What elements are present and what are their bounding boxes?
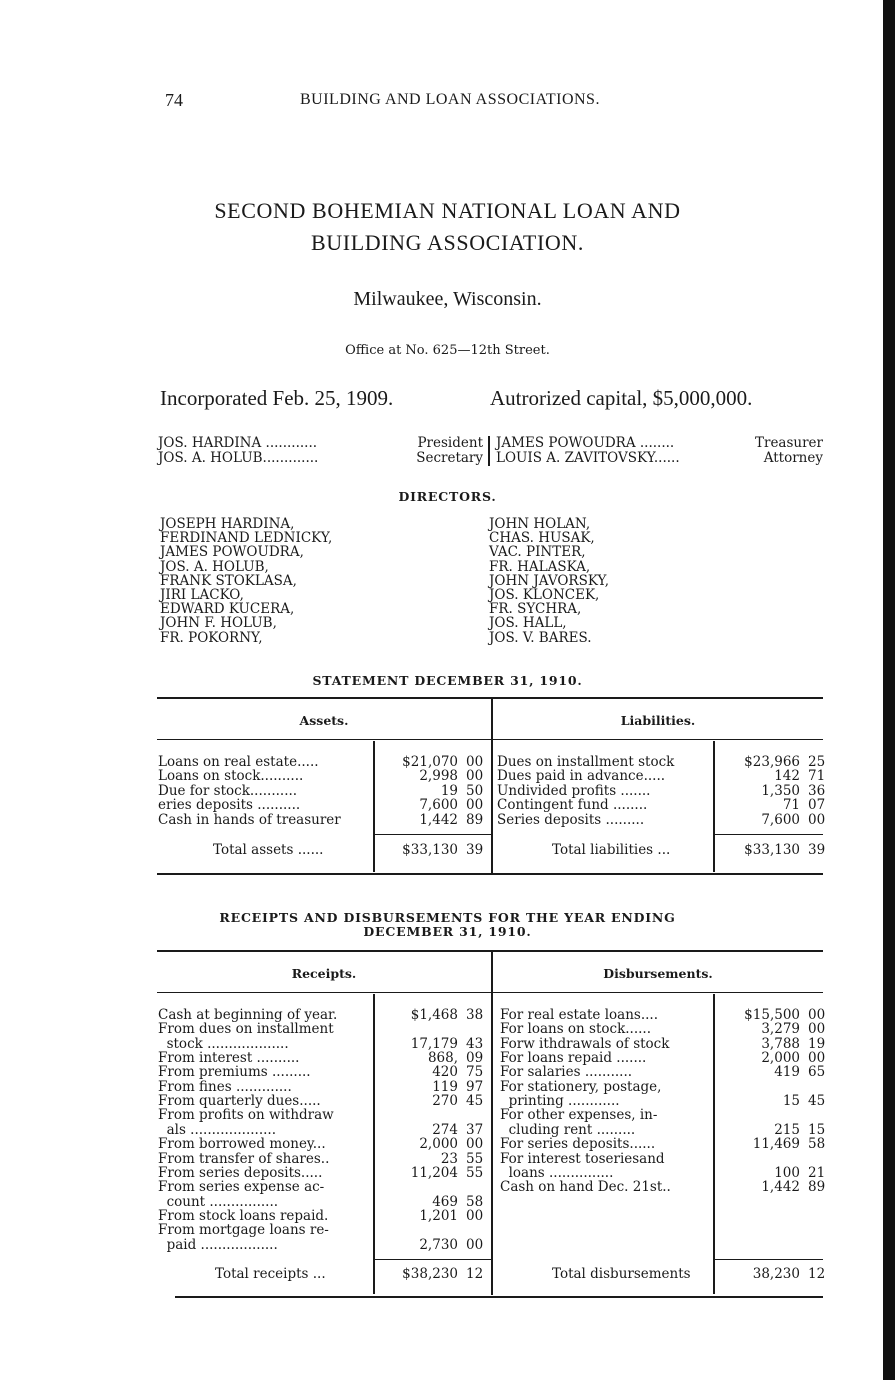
assets-total-rule — [373, 834, 491, 835]
officer-treasurer: JAMES POWOUDRA ........ Treasurer — [496, 435, 823, 451]
receipt-row-label: From quarterly dues..... — [158, 1093, 321, 1110]
total-liabilities-cents: 39 — [808, 842, 826, 858]
receipt-row-label: paid .................. — [158, 1236, 278, 1253]
director: JOHN F. HOLUB, — [160, 615, 277, 632]
disbursements-total-rule — [713, 1259, 823, 1260]
receipt-row-cents: 75 — [466, 1064, 484, 1081]
assets-label: Assets. — [299, 713, 349, 728]
asset-row-label: Due for stock........... — [158, 782, 298, 799]
disbursement-row-dollars: 215 — [774, 1121, 800, 1138]
disbursement-row-dollars — [715, 1152, 800, 1166]
directors-right-list — [489, 517, 609, 645]
disbursement-row-label: For real estate loans.... — [500, 1007, 658, 1023]
disbursement-row-dollars: 1,442 — [761, 1179, 800, 1196]
receipt-row-cents: 97 — [466, 1078, 484, 1095]
total-disbursements-dollars: 38,230 — [752, 1266, 800, 1282]
asset-row-dollars: $21,070 — [402, 754, 458, 770]
asset-row-cents: 00 — [466, 754, 484, 770]
disbursement-row-label: cluding rent ......... — [500, 1121, 636, 1138]
receipt-row-cents: 38 — [466, 1007, 484, 1023]
directors-heading: DIRECTORS. — [398, 489, 497, 504]
total-assets-label: Total assets ...... — [213, 842, 324, 858]
director: JOS. A. HOLUB, — [160, 558, 269, 575]
receipt-row-dollars: 469 — [432, 1193, 458, 1210]
officers-divider — [488, 436, 490, 466]
director: JOS. V. BARES. — [489, 629, 592, 646]
asset-row-label: Loans on real estate..... — [158, 754, 319, 770]
receipt-row-label: From premiums ......... — [158, 1064, 311, 1081]
statement-heading: STATEMENT DECEMBER 31, 1910. — [312, 673, 583, 688]
receipt-row-label: From interest .......... — [158, 1050, 300, 1067]
disbursement-row-dollars: 3,279 — [761, 1021, 800, 1038]
disbursements-label: Disbursements. — [603, 966, 713, 981]
receipt-row-dollars: 11,204 — [410, 1164, 458, 1181]
disbursement-row-dollars: 11,469 — [752, 1136, 800, 1153]
director: JAMES POWOUDRA, — [160, 544, 304, 561]
asset-row-label: eries deposits .......... — [158, 797, 301, 814]
director: FR. HALASKA, — [489, 558, 591, 575]
disbursement-row-label: Cash on hand Dec. 21st.. — [500, 1179, 671, 1196]
liability-row-cents: 71 — [808, 768, 826, 785]
disbursement-row-cents: 00 — [808, 1021, 826, 1038]
receipt-row-dollars: 868, — [427, 1050, 458, 1067]
total-liabilities-label: Total liabilities ... — [552, 842, 671, 858]
receipt-row-label: From fines ............. — [158, 1078, 292, 1095]
asset-row-dollars: 1,442 — [419, 811, 458, 828]
director: EDWARD KUCERA, — [160, 601, 295, 618]
receipt-row-dollars: 270 — [432, 1093, 458, 1110]
disbursement-row-label: For loans on stock...... — [500, 1021, 651, 1038]
receipt-row-dollars — [375, 1223, 458, 1237]
disbursement-row-cents: 15 — [808, 1121, 826, 1138]
receipt-row-label: From series deposits..... — [158, 1164, 323, 1181]
total-receipts-cents: 12 — [466, 1266, 484, 1282]
liability-row-label: Series deposits ......... — [497, 811, 645, 828]
disbursement-row-cents: 45 — [808, 1093, 826, 1110]
statement-header-rule — [157, 739, 823, 740]
receipt-row-label: From stock loans repaid. — [158, 1207, 329, 1224]
director: FERDINAND LEDNICKY, — [160, 530, 333, 547]
asset-row-dollars: 7,600 — [419, 797, 458, 814]
receipt-row-cents: 00 — [466, 1207, 484, 1224]
receipt-row-dollars: 420 — [432, 1064, 458, 1081]
receipt-row-label: From mortgage loans re- — [158, 1222, 329, 1239]
director: VAC. PINTER, — [489, 544, 586, 561]
receipts-top-rule — [157, 950, 823, 952]
director: FR. SYCHRA, — [489, 601, 582, 618]
receipt-row-label: From dues on installment — [158, 1021, 334, 1038]
director: JOSEPH HARDINA, — [160, 516, 295, 532]
officer-president: JOS. HARDINA ............ President — [158, 435, 483, 451]
director: JOS. KLONCEK, — [489, 586, 600, 603]
receipt-row-dollars: $1,468 — [410, 1007, 458, 1023]
disbursement-row-cents: 65 — [808, 1064, 826, 1081]
receipts-center-divider — [491, 951, 493, 1295]
asset-row-cents: 89 — [466, 811, 484, 828]
disbursement-row-label: For series deposits...... — [500, 1136, 656, 1153]
liabilities-label: Liabilities. — [620, 713, 696, 728]
officer-secretary: JOS. A. HOLUB............. Secretary — [158, 450, 483, 466]
total-assets-cents: 39 — [466, 842, 484, 858]
location: Milwaukee, Wisconsin. — [353, 288, 542, 310]
title-line-2: BUILDING ASSOCIATION. — [311, 230, 584, 255]
receipts-header-rule — [157, 992, 823, 993]
total-disbursements-label: Total disbursements — [552, 1266, 691, 1282]
page-number: 74 — [165, 90, 183, 110]
receipts-label: Receipts. — [291, 966, 357, 981]
receipt-row-cents: 55 — [466, 1164, 484, 1181]
directors-left-list — [160, 517, 332, 645]
disbursement-row-label: Forw ithdrawals of stock — [500, 1035, 670, 1052]
receipt-row-dollars: 2,730 — [419, 1236, 458, 1253]
receipt-row-label: From series expense ac- — [158, 1179, 325, 1196]
receipt-row-dollars: 23 — [440, 1150, 458, 1167]
disbursement-row-dollars — [715, 1108, 800, 1122]
disbursement-row-dollars — [715, 1080, 800, 1094]
liability-row-cents: 36 — [808, 782, 826, 799]
receipt-row-dollars: 1,201 — [419, 1207, 458, 1224]
liability-row-cents: 07 — [808, 797, 826, 814]
asset-row-cents: 00 — [466, 797, 484, 814]
liability-row-label: Dues paid in advance..... — [497, 768, 666, 785]
receipt-row-cents: 43 — [466, 1035, 484, 1052]
receipts-heading-2: DECEMBER 31, 1910. — [363, 924, 532, 939]
receipt-row-cents: 09 — [466, 1050, 484, 1067]
disbursement-row-label: For loans repaid ....... — [500, 1050, 647, 1067]
liability-row-label: Dues on installment stock — [497, 754, 675, 770]
disbursement-row-label: For other expenses, in- — [500, 1107, 658, 1124]
director: JOHN HOLAN, — [489, 516, 591, 532]
liability-row-label: Undivided profits ....... — [497, 782, 651, 799]
receipt-row-dollars — [375, 1108, 458, 1122]
receipt-row-label: als .................... — [158, 1121, 276, 1138]
asset-row-cents: 50 — [466, 782, 484, 799]
director: JOS. HALL, — [489, 615, 567, 632]
receipt-row-dollars: 17,179 — [410, 1035, 458, 1052]
receipt-row-label: Cash at beginning of year. — [158, 1007, 338, 1023]
disbursement-row-cents: 89 — [808, 1179, 826, 1196]
disbursement-row-cents: 19 — [808, 1035, 826, 1052]
receipt-row-label: stock ................... — [158, 1035, 289, 1052]
liability-row-dollars: 71 — [782, 797, 800, 814]
disbursement-row-dollars: $15,500 — [744, 1007, 800, 1023]
authorized-capital: Autrorized capital, $5,000,000. — [490, 386, 753, 410]
receipt-row-cents: 55 — [466, 1150, 484, 1167]
receipt-row-dollars: 2,000 — [419, 1136, 458, 1153]
disbursement-row-label: loans ............... — [500, 1164, 614, 1181]
officer-attorney: LOUIS A. ZAVITOVSKY...... Attorney — [496, 450, 823, 466]
office-address: Office at No. 625—12th Street. — [345, 343, 550, 358]
disbursement-row-cents: 58 — [808, 1136, 826, 1153]
disbursement-row-dollars: 100 — [774, 1164, 800, 1181]
statement-top-rule — [157, 697, 823, 699]
receipt-row-cents: 45 — [466, 1093, 484, 1110]
liability-row-dollars: 7,600 — [761, 811, 800, 828]
director: JIRI LACKO, — [160, 586, 244, 603]
asset-row-cents: 00 — [466, 768, 484, 785]
liability-row-dollars: 142 — [774, 768, 800, 785]
liability-row-label: Contingent fund ........ — [497, 797, 648, 814]
director: JOHN JAVORSKY, — [489, 572, 610, 589]
receipt-row-cents: 00 — [466, 1236, 484, 1253]
total-disbursements-cents: 12 — [808, 1266, 826, 1282]
disbursement-row-label: For interest toseriesand — [500, 1150, 665, 1167]
asset-row-dollars: 2,998 — [419, 768, 458, 785]
total-receipts-label: Total receipts ... — [215, 1266, 326, 1282]
disbursement-row-dollars: 3,788 — [761, 1035, 800, 1052]
director: FR. POKORNY, — [160, 629, 263, 646]
receipt-row-label: From borrowed money... — [158, 1136, 326, 1153]
disbursement-row-label: printing ............ — [500, 1093, 620, 1110]
disbursement-row-dollars: 15 — [782, 1093, 800, 1110]
title-line-1: SECOND BOHEMIAN NATIONAL LOAN AND — [214, 198, 681, 223]
director: CHAS. HUSAK, — [489, 530, 595, 547]
receipts-total-rule — [373, 1259, 491, 1260]
receipt-row-dollars: 274 — [432, 1121, 458, 1138]
receipts-bottom-rule — [175, 1296, 823, 1298]
liability-row-dollars: 1,350 — [761, 782, 800, 799]
liability-row-cents: 25 — [808, 754, 826, 770]
disbursement-row-cents: 00 — [808, 1007, 826, 1023]
receipt-row-dollars: 119 — [432, 1078, 458, 1095]
asset-row-label: Loans on stock.......... — [158, 768, 304, 785]
receipt-row-label: From profits on withdraw — [158, 1107, 334, 1124]
receipt-row-cents: 58 — [466, 1193, 484, 1210]
disbursement-row-cents: 21 — [808, 1164, 826, 1181]
asset-row-dollars: 19 — [440, 782, 458, 799]
incorporated-date: Incorporated Feb. 25, 1909. — [160, 386, 394, 410]
disbursement-row-dollars: 419 — [774, 1064, 800, 1081]
receipt-row-dollars — [375, 1022, 458, 1036]
receipt-row-label: From transfer of shares.. — [158, 1150, 330, 1167]
liabilities-total-rule — [713, 834, 823, 835]
running-head: BUILDING AND LOAN ASSOCIATIONS. — [300, 91, 600, 108]
liability-row-dollars: $23,966 — [744, 754, 800, 770]
disbursement-row-label: For salaries ........... — [500, 1064, 633, 1081]
statement-bottom-rule — [157, 873, 823, 875]
total-assets-dollars: $33,130 — [402, 842, 458, 858]
receipt-row-cents: 00 — [466, 1136, 484, 1153]
director: FRANK STOKLASA, — [160, 572, 297, 589]
asset-row-label: Cash in hands of treasurer — [158, 811, 341, 828]
receipt-row-dollars — [375, 1180, 458, 1194]
total-receipts-dollars: $38,230 — [402, 1266, 458, 1282]
receipt-row-label: count ................ — [158, 1193, 279, 1210]
liability-row-cents: 00 — [808, 811, 826, 828]
receipts-heading-1: RECEIPTS AND DISBURSEMENTS FOR THE YEAR ENDING — [219, 910, 676, 925]
total-liabilities-dollars: $33,130 — [744, 842, 800, 858]
disbursement-row-cents: 00 — [808, 1050, 826, 1067]
disbursement-row-label: For stationery, postage, — [500, 1078, 662, 1095]
receipt-row-cents: 37 — [466, 1121, 484, 1138]
disbursement-row-dollars: 2,000 — [761, 1050, 800, 1067]
